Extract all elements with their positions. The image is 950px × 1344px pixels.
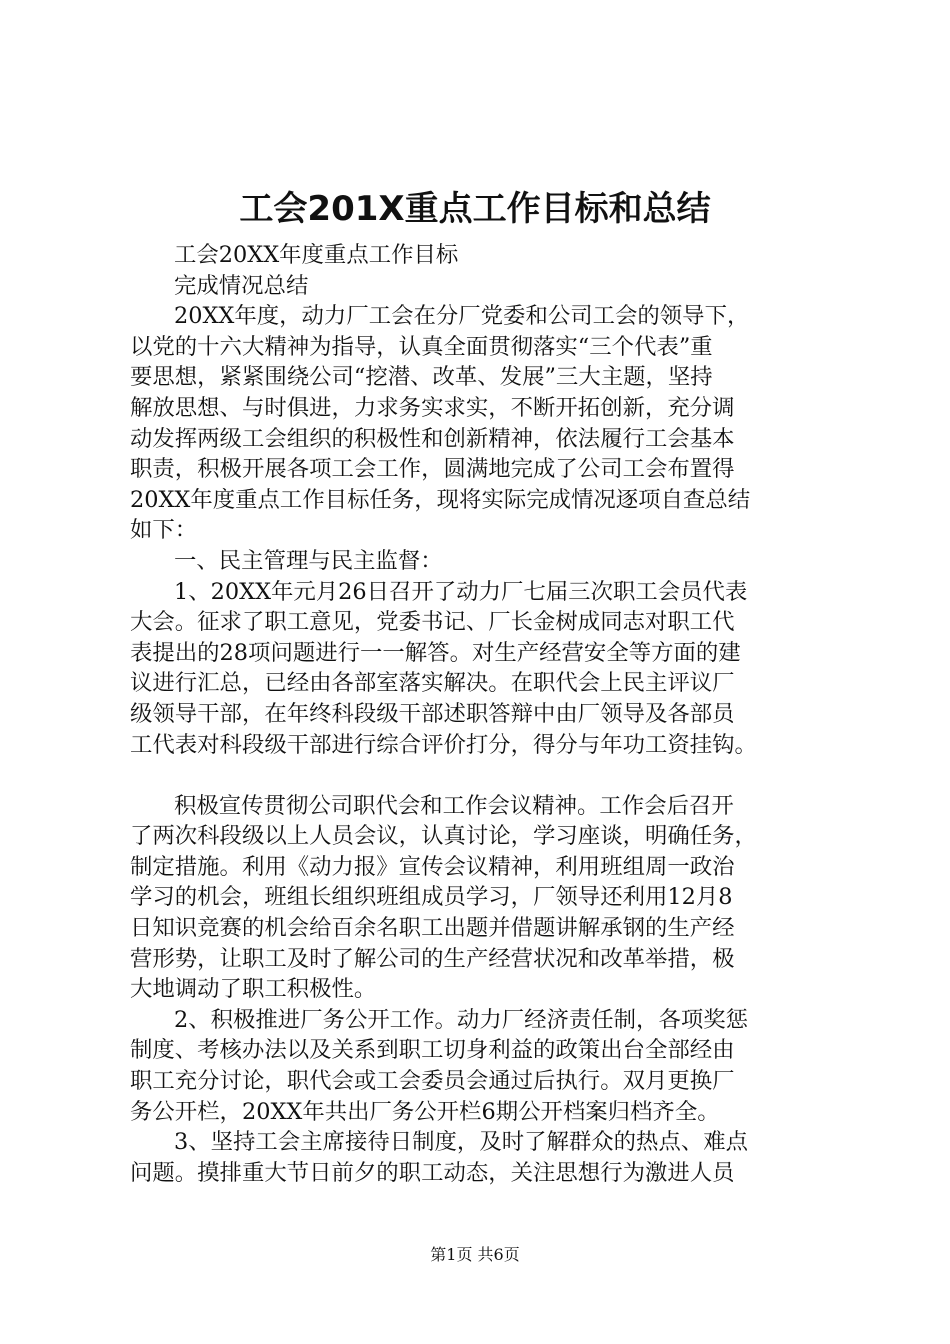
text-line: 表提出的28项问题进行一一解答。对生产经营安全等方面的建 <box>130 639 741 666</box>
document-title: 工会201X重点工作目标和总结 <box>239 189 711 229</box>
text-line: 积极宣传贯彻公司职代会和工作会议精神。工作会后召开 <box>174 792 734 819</box>
text-line: 制度、考核办法以及关系到职工切身利益的政策出台全部经由 <box>130 1037 735 1064</box>
text-line: 级领导干部，在年终科段级干部述职答辩中由厂领导及各部员 <box>130 700 735 727</box>
text-line: 3、坚持工会主席接待日制度，及时了解群众的热点、难点 <box>174 1129 749 1156</box>
text-line: 职工充分讨论，职代会或工会委员会通过后执行。双月更换厂 <box>130 1068 735 1095</box>
text-line: 学习的机会，班组长组织班组成员学习，厂领导还利用12月8 <box>130 884 733 911</box>
text-line: 职责，积极开展各项工会工作，圆满地完成了公司工会布置得 <box>130 456 735 483</box>
text-line: 如下： <box>130 517 198 544</box>
text-line: 工代表对科段级干部进行综合评价打分，得分与年功工资挂钩。 <box>130 731 757 758</box>
text-line: 要思想，紧紧围绕公司“挖潜、改革、发展”三大主题，坚持 <box>130 364 713 391</box>
text-line: 1、20XX年元月26日召开了动力厂七届三次职工会员代表 <box>174 578 748 605</box>
paragraph-lines <box>130 301 830 1188</box>
text-line: 营形势，让职工及时了解公司的生产经营状况和改革举措，极 <box>130 945 735 972</box>
text-line: 动发挥两级工会组织的积极性和创新精神，依法履行工会基本 <box>130 425 735 452</box>
text-line: 解放思想、与时俱进，力求务实求实，不断开拓创新，充分调 <box>130 394 735 421</box>
document-body <box>130 240 830 1188</box>
subtitle-line: 完成情况总结 <box>174 272 309 299</box>
subtitle-line: 工会20XX年度重点工作目标 <box>174 242 459 268</box>
text-line: 制定措施。利用《动力报》宣传会议精神，利用班组周一政治 <box>130 853 735 880</box>
text-line: 大会。征求了职工意见，党委书记、厂长金树成同志对职工代 <box>130 609 735 636</box>
text-line: 一、民主管理与民主监督： <box>174 547 443 574</box>
text-line: 议进行汇总，已经由各部室落实解决。在职代会上民主评议厂 <box>130 670 735 697</box>
text-line: 20XX年度重点工作目标任务，现将实际完成情况逐项自查总结 <box>130 486 751 513</box>
text-line: 大地调动了职工积极性。 <box>130 976 377 1003</box>
text-line: 2、积极推进厂务公开工作。动力厂经济责任制，各项奖惩 <box>174 1006 749 1033</box>
page-footer: 第1页 共6页 <box>430 1245 520 1264</box>
text-line: 问题。摸排重大节日前夕的职工动态，关注思想行为激进人员 <box>130 1159 735 1186</box>
text-line: 务公开栏，20XX年共出厂务公开栏6期公开档案归档齐全。 <box>130 1098 720 1125</box>
text-line: 以党的十六大精神为指导，认真全面贯彻落实“三个代表”重 <box>130 333 713 360</box>
text-line: 20XX年度，动力厂工会在分厂党委和公司工会的领导下， <box>174 303 750 330</box>
text-line: 了两次科段级以上人员会议，认真讨论，学习座谈，明确任务， <box>130 823 757 850</box>
text-line: 日知识竞赛的机会给百余名职工出题并借题讲解承钢的生产经 <box>130 915 735 942</box>
